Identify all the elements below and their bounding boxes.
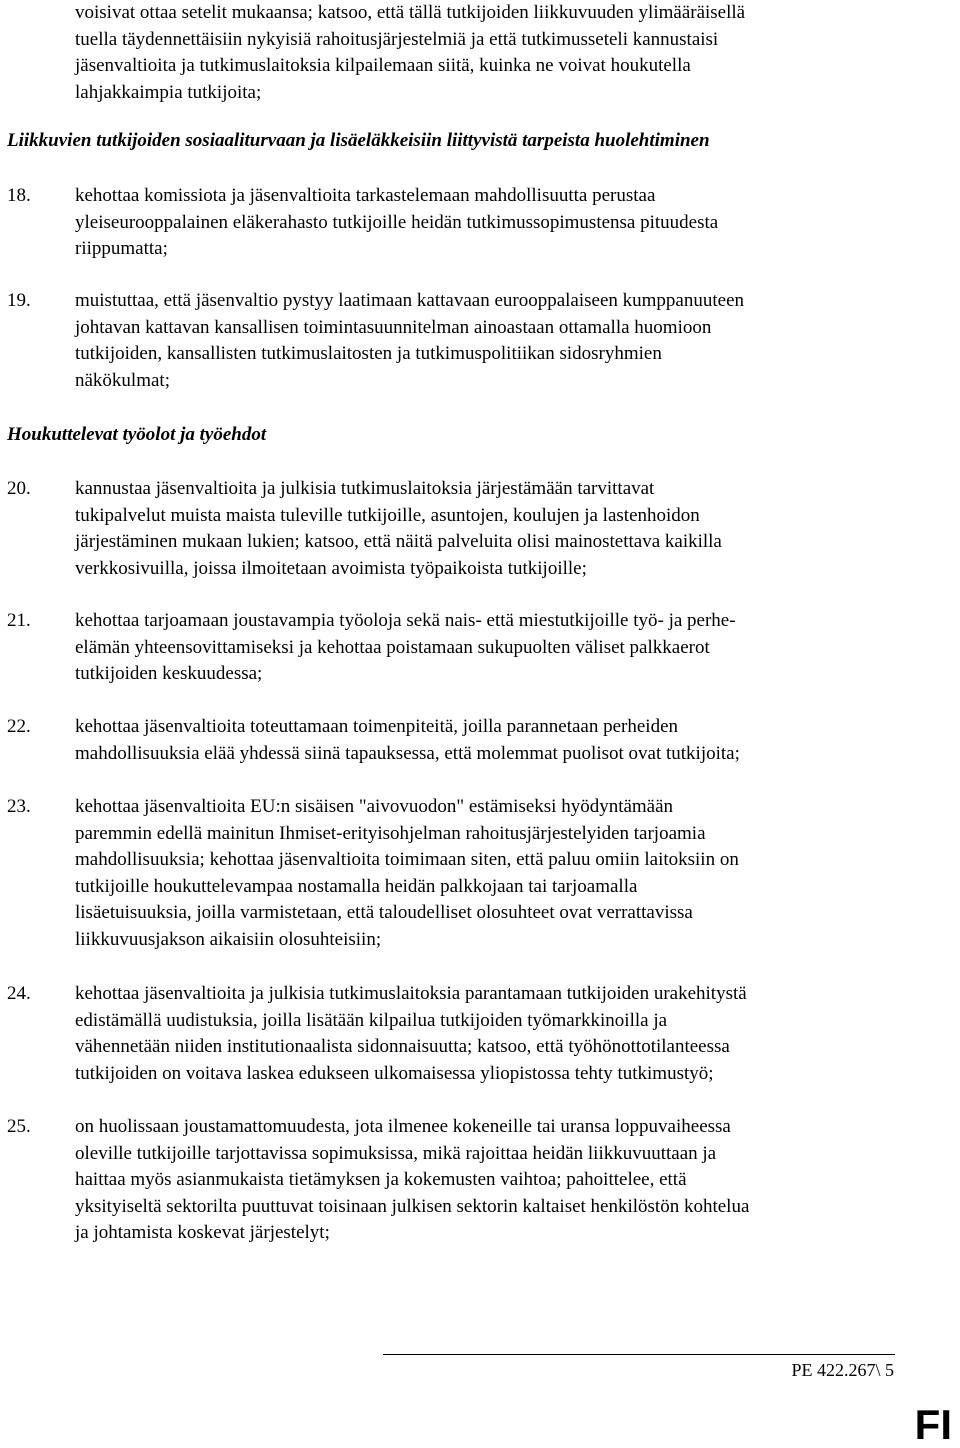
paragraph-text bbox=[75, 608, 895, 688]
text-line: oleville tutkijoille tarjottavissa sopimuksissa, mikä rajoittaa heidän liikkuvuuttaan ja bbox=[75, 1142, 717, 1164]
text-line: lahjakkaimpia tutkijoita; bbox=[75, 81, 262, 103]
text-line: ja johtamista koskevat järjestelyt; bbox=[75, 1222, 330, 1243]
text-line: liikkuvuusjakson aikaisiin olosuhteisiin; bbox=[75, 928, 382, 950]
footer-divider bbox=[383, 1354, 895, 1355]
paragraph-text bbox=[75, 794, 895, 953]
text-line: kehottaa komissiota ja jäsenvaltioita tarkastelemaan mahdollisuutta perustaa bbox=[75, 185, 656, 206]
text-line: kehottaa tarjoamaan joustavampia työoloja sekä nais- että miestutkijoille työ- ja perhe- bbox=[75, 610, 736, 631]
text-line: lisäetuisuuksia, joilla varmistetaan, että taloudelliset olosuhteet ovat verrattavissa bbox=[75, 902, 693, 923]
text-line: muistuttaa, että jäsenvaltio pystyy laatimaan kattavaan eurooppalaiseen kumppanuuteen bbox=[75, 290, 744, 311]
text-line: kehottaa jäsenvaltioita ja julkisia tutkimuslaitoksia parantamaan tutkijoiden urakehitystä bbox=[75, 983, 747, 1004]
text-line: yksityiseltä sektorilta puuttuvat toisinaan julkisen sektorin kaltaiset henkilöstön kohtelua bbox=[75, 1195, 750, 1217]
intro-paragraph bbox=[75, 0, 895, 106]
paragraph-number: 25. bbox=[7, 1116, 31, 1137]
paragraph-text bbox=[75, 476, 895, 582]
text-line: voisivat ottaa setelit mukaansa; katsoo, että tällä tutkijoiden liikkuvuuden ylimääräisellä bbox=[75, 2, 746, 23]
text-line: johtavan kattavan kansallisen toimintasuunnitelman ainoastaan ottamalla huomioon bbox=[75, 316, 712, 338]
document-reference: PE 422.267\ 5 bbox=[791, 1360, 894, 1380]
text-line: kehottaa jäsenvaltioita EU:n sisäisen "aivovuodon" estämiseksi hyödyntämään bbox=[75, 796, 674, 817]
text-line: elämän yhteensovittamiseksi ja kehottaa poistamaan sukupuolten väliset palkkaerot bbox=[75, 636, 710, 658]
text-line: haittaa myös asianmukaista tietämyksen ja kokemusten vaihtoa; pahoittelee, että bbox=[75, 1169, 687, 1190]
text-line: tutkijoiden on voitava laskea edukseen ulkomaisessa yliopistossa tehty tutkimustyö; bbox=[75, 1062, 714, 1084]
text-line: jäsenvaltioita ja tutkimuslaitoksia kilpailemaan siitä, kuinka ne voivat houkutella bbox=[75, 55, 691, 76]
paragraph-text bbox=[75, 714, 895, 767]
text-line: järjestäminen mukaan lukien; katsoo, että näitä palveluita olisi mainostettava kaikilla bbox=[75, 531, 722, 552]
paragraph-text bbox=[75, 183, 895, 263]
text-line: tukipalvelut muista maista tuleville tutkijoille, asuntojen, koulujen ja lastenhoidon bbox=[75, 504, 700, 526]
paragraph-number: 21. bbox=[7, 610, 31, 631]
text-line: yleiseurooppalainen eläkerahasto tutkijoille heidän tutkimussopimustensa pituudesta bbox=[75, 211, 719, 233]
paragraph-number: 18. bbox=[7, 185, 31, 206]
text-line: tutkijoiden keskuudessa; bbox=[75, 663, 263, 684]
text-line: verkkosivuilla, joissa ilmoitetaan avoimista työpaikoista tutkijoille; bbox=[75, 557, 587, 579]
paragraph-text bbox=[75, 1114, 895, 1247]
text-line: on huolissaan joustamattomuudesta, jota ilmenee kokeneille tai uransa loppuvaiheessa bbox=[75, 1116, 731, 1137]
text-line: paremmin edellä mainitun Ihmiset-erityisohjelman rahoitusjärjestelyiden tarjoamia bbox=[75, 822, 706, 844]
section-heading-social-security: Liikkuvien tutkijoiden sosiaaliturvaan ja lisäeläkkeisiin liittyvistä tarpeista huolehtiminen bbox=[7, 130, 710, 151]
text-line: mahdollisuuksia elää yhdessä siinä tapauksessa, että molemmat puolisot ovat tutkijoita; bbox=[75, 742, 740, 764]
text-line: tutkijoiden, kansallisten tutkimuslaitosten ja tutkimuspolitiikan sidosryhmien bbox=[75, 343, 662, 364]
paragraph-text bbox=[75, 288, 895, 394]
paragraph-text bbox=[75, 981, 895, 1087]
paragraph-number: 24. bbox=[7, 983, 31, 1004]
text-line: vähennetään niiden institutionaalista sidonnaisuutta; katsoo, että työhönottotilanteessa bbox=[75, 1036, 730, 1057]
language-code: FI bbox=[914, 1401, 952, 1448]
section-heading-working-conditions: Houkuttelevat työolot ja työehdot bbox=[7, 424, 267, 445]
paragraph-number: 23. bbox=[7, 796, 31, 817]
text-line: kehottaa jäsenvaltioita toteuttamaan toimenpiteitä, joilla parannetaan perheiden bbox=[75, 716, 679, 737]
text-line: tutkijoille houkuttelevampaa nostamalla heidän palkkojaan tai tarjoamalla bbox=[75, 875, 638, 897]
paragraph-number: 20. bbox=[7, 478, 31, 499]
text-line: näkökulmat; bbox=[75, 369, 170, 391]
text-line: edistämällä uudistuksia, joilla lisätään kilpailua tutkijoiden työmarkkinoilla ja bbox=[75, 1009, 668, 1031]
paragraph-number: 19. bbox=[7, 290, 31, 311]
text-line: kannustaa jäsenvaltioita ja julkisia tutkimuslaitoksia järjestämään tarvittavat bbox=[75, 478, 655, 499]
text-line: riippumatta; bbox=[75, 238, 168, 259]
paragraph-number: 22. bbox=[7, 716, 31, 737]
text-line: tuella täydennettäisiin nykyisiä rahoitusjärjestelmiä ja että tutkimusseteli kannustaisi bbox=[75, 28, 719, 50]
text-line: mahdollisuuksia; kehottaa jäsenvaltioita toimimaan siten, että paluu omiin laitoksiin on bbox=[75, 849, 739, 870]
